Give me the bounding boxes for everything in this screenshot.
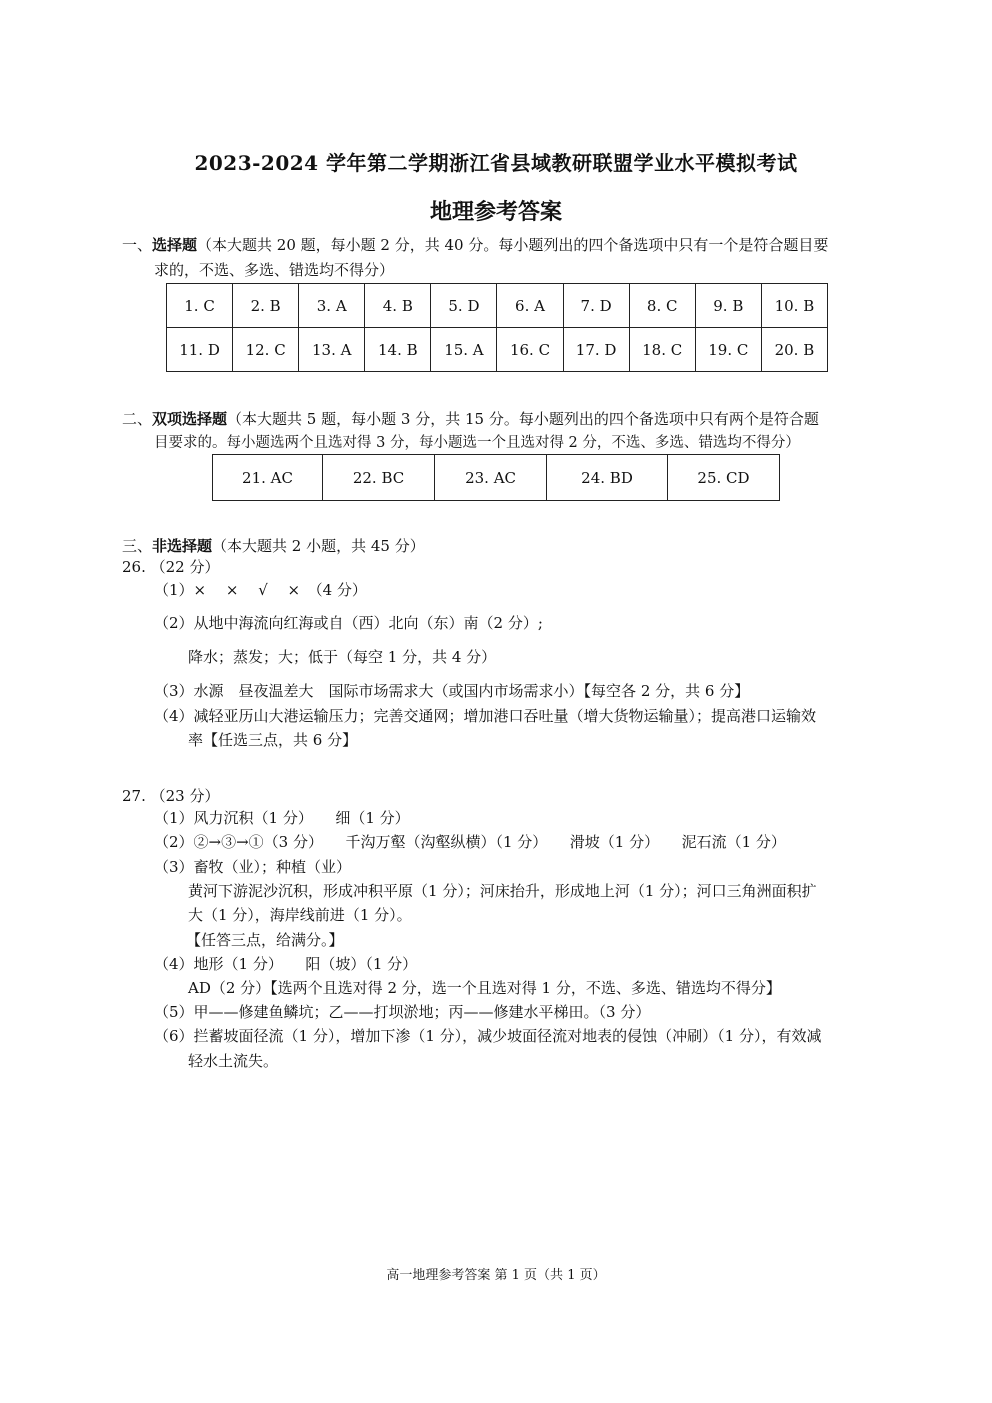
table-row bbox=[167, 284, 828, 328]
q27-part1: （1）风力沉积（1 分） 细（1 分） bbox=[154, 809, 410, 827]
page-subtitle: 地理参考答案 bbox=[429, 199, 562, 225]
answer-cell: 25. CD bbox=[667, 455, 779, 501]
q27-part4a: （4）地形（1 分） 阳（坡）（1 分） bbox=[154, 955, 418, 973]
answer-cell: 9. B bbox=[695, 284, 761, 328]
answer-cell: 22. BC bbox=[323, 455, 435, 501]
answer-cell: 17. D bbox=[563, 328, 629, 372]
q26-part2b: 降水；蒸发；大；低于（每空 1 分，共 4 分） bbox=[188, 648, 497, 666]
q27-part6a: （6）拦蓄坡面径流（1 分），增加下渗（1 分），减少坡面径流对地表的侵蚀（冲刷）（1 分），有效减 bbox=[154, 1027, 822, 1045]
section2-desc: （本大题共 5 题，每小题 3 分，共 15 分。每小题列出的四个备选项中只有两个是符合题 bbox=[227, 410, 819, 428]
section3-heading: 非选择题 bbox=[152, 537, 213, 555]
section1-desc-cont: 求的，不选、多选、错选均不得分） bbox=[154, 261, 395, 279]
q26-part3: （3）水源 昼夜温差大 国际市场需求大（或国内市场需求小）【每空各 2 分，共 6 分】 bbox=[154, 682, 750, 700]
answer-cell: 13. A bbox=[299, 328, 365, 372]
q27-part3d: 【任答三点，给满分。】 bbox=[186, 931, 344, 949]
answer-cell: 20. B bbox=[761, 328, 827, 372]
answer-cell: 15. A bbox=[431, 328, 497, 372]
section2-heading-line bbox=[122, 407, 819, 431]
answer-cell: 23. AC bbox=[435, 455, 547, 501]
double-choice-answer-table bbox=[212, 454, 780, 501]
table-row bbox=[167, 328, 828, 372]
answer-cell: 2. B bbox=[233, 284, 299, 328]
answer-cell: 12. C bbox=[233, 328, 299, 372]
q27-part3a: （3）畜牧（业）；种植（业） bbox=[154, 858, 352, 876]
answer-cell: 6. A bbox=[497, 284, 563, 328]
answer-cell: 1. C bbox=[167, 284, 233, 328]
answer-cell: 3. A bbox=[299, 284, 365, 328]
section3-number: 三、 bbox=[122, 537, 153, 555]
answer-cell: 7. D bbox=[563, 284, 629, 328]
answer-cell: 10. B bbox=[761, 284, 827, 328]
answer-cell: 14. B bbox=[365, 328, 431, 372]
answer-cell: 11. D bbox=[167, 328, 233, 372]
q26-header: 26. （22 分） bbox=[122, 558, 220, 576]
page-footer: 高一地理参考答案 第 1 页（共 1 页） bbox=[386, 1268, 606, 1283]
section2-heading: 双项选择题 bbox=[152, 410, 228, 428]
section2-number: 二、 bbox=[122, 410, 153, 428]
q27-header: 27. （23 分） bbox=[122, 787, 220, 805]
q27-part4b: AD（2 分）【选两个且选对得 2 分，选一个且选对得 1 分，不选、多选、错选均不得分】 bbox=[188, 979, 781, 997]
answer-cell: 16. C bbox=[497, 328, 563, 372]
section2-desc-cont: 目要求的。每小题选两个且选对得 3 分，每小题选一个且选对得 2 分，不选、多选、错选均不得分） bbox=[154, 435, 800, 451]
q26-part1: （1）× × √ × （4 分） bbox=[154, 581, 367, 599]
page-title: 2023-2024 学年第二学期浙江省县域教研联盟学业水平模拟考试 bbox=[194, 151, 798, 175]
q27-part2: （2）②→③→①（3 分） 千沟万壑（沟壑纵横）（1 分） 滑坡（1 分） 泥石流（1 分） bbox=[154, 833, 786, 851]
answer-cell: 21. AC bbox=[213, 455, 323, 501]
answer-cell: 19. C bbox=[695, 328, 761, 372]
answer-cell: 8. C bbox=[629, 284, 695, 328]
answer-cell: 24. BD bbox=[547, 455, 668, 501]
q27-part3c: 大（1 分），海岸线前进（1 分）。 bbox=[188, 906, 412, 924]
section1-heading: 选择题 bbox=[152, 236, 198, 254]
answer-cell: 5. D bbox=[431, 284, 497, 328]
q26-part4a: （4）减轻亚历山大港运输压力；完善交通网；增加港口吞吐量（增大货物运输量）；提高港口运输效 bbox=[154, 707, 817, 725]
answer-cell: 4. B bbox=[365, 284, 431, 328]
q27-part5: （5）甲——修建鱼鳞坑；乙——打坝淤地；丙——修建水平梯田。（3 分） bbox=[154, 1003, 651, 1021]
table-row bbox=[213, 455, 780, 501]
answer-cell: 18. C bbox=[629, 328, 695, 372]
q26-part4b: 率【任选三点，共 6 分】 bbox=[188, 731, 358, 749]
section1-desc: （本大题共 20 题，每小题 2 分，共 40 分。每小题列出的四个备选项中只有一个是符合题目要 bbox=[197, 236, 829, 254]
q26-part2a: （2）从地中海流向红海或自（西）北向（东）南（2 分）; bbox=[154, 614, 543, 632]
choice-answer-table bbox=[166, 283, 828, 372]
section1-number: 一、 bbox=[122, 236, 153, 254]
q27-part6b: 轻水土流失。 bbox=[188, 1052, 279, 1070]
q27-part3b: 黄河下游泥沙沉积，形成冲积平原（1 分）；河床抬升，形成地上河（1 分）；河口三角洲面积扩 bbox=[188, 882, 817, 900]
section1-heading-line bbox=[122, 233, 828, 257]
section3-desc: （本大题共 2 小题，共 45 分） bbox=[212, 537, 425, 555]
